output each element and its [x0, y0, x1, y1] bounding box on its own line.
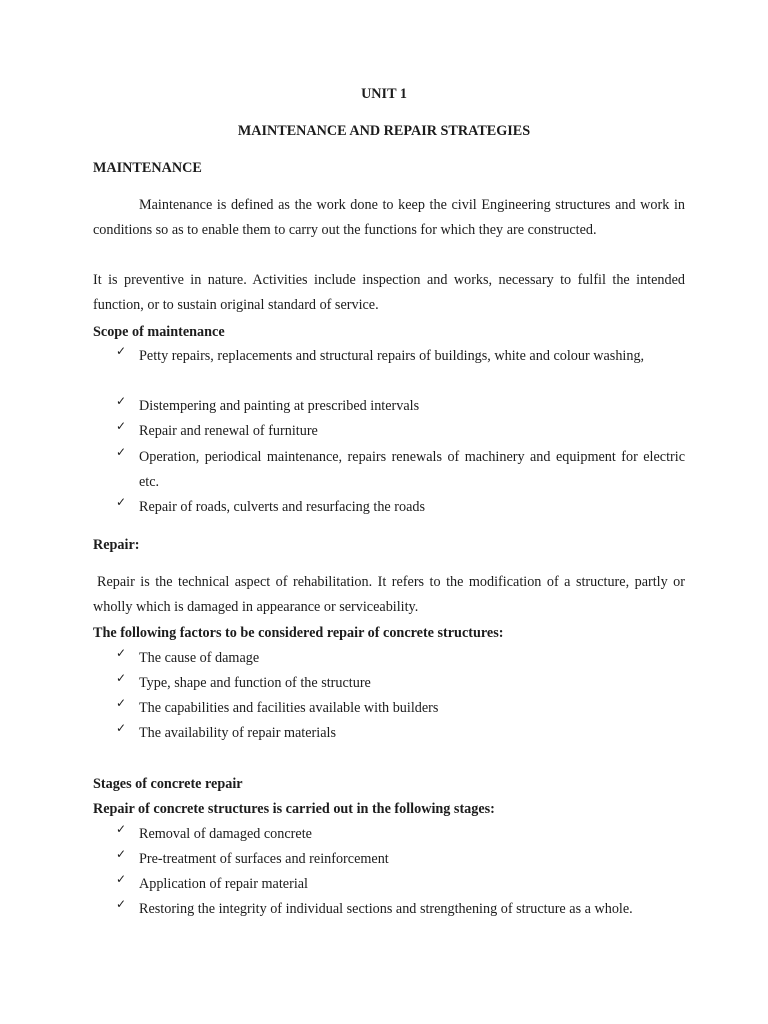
chapter-title: MAINTENANCE AND REPAIR STRATEGIES	[237, 123, 531, 139]
maintenance-definition-paragraph: Maintenance is defined as the work done to keep the civil Engineering structures and work in conditions so as to enable them to carry out the functions for which they are constructed.	[93, 197, 685, 239]
maintenance-heading: MAINTENANCE	[93, 160, 202, 176]
check-mark-icon: ✓	[116, 671, 127, 685]
check-mark-icon: ✓	[116, 721, 127, 735]
check-mark-icon: ✓	[116, 646, 127, 660]
check-mark-icon: ✓	[116, 872, 127, 886]
stages-subheading: Repair of concrete structures is carried out in the following stages:	[93, 801, 495, 817]
check-mark-icon: ✓	[116, 822, 127, 836]
check-mark-icon: ✓	[116, 344, 127, 358]
repair-factors-heading: The following factors to be considered repair of concrete structures:	[93, 625, 504, 641]
stages-heading: Stages of concrete repair	[93, 776, 243, 792]
document-page: UNIT 1 MAINTENANCE AND REPAIR STRATEGIES MAINTENANCE Maintenance is defined as the work done to keep the civil Engineering structures and work in conditions so as to enable them to carry out the functions for which they are constructed. It is preventive in nature. Activities include inspection and works, necessary to fulfil the intended function, or to sustain original standard of service. Scope of maintenance ✓ Petty repairs, replacements and structural repairs of buildings, white and colour washing, ✓ Distempering and painting at prescribed intervals ✓ Repair and renewal of furniture ✓ Operation, periodical maintenance, repairs renewals of machinery and equipment for electric etc. ✓ Repair of roads, culverts and resurfacing the roads Repair: Repair is the technical aspect of rehabilitation. It refers to the modification of a structure, partly or wholly which is damaged in appearance or serviceability. The following factors to be considered repair of concrete structures: ✓ The cause of damage ✓ Type, shape and function of the structure ✓ The capabilities and facilities available with builders ✓ The availability of repair materials Stages of concrete repair Repair of concrete structures is carried out in the following stages: ✓ Removal of damaged concrete ✓ Pre-treatment of surfaces and reinforcement ✓ Application of repair material ✓ Restoring the integrity of individual sections and strengthening of structure as a whole.	[0, 0, 768, 1024]
scope-heading: Scope of maintenance	[93, 324, 225, 340]
check-mark-icon: ✓	[116, 897, 127, 911]
unit-title: UNIT 1	[361, 86, 407, 102]
check-mark-icon: ✓	[116, 445, 127, 459]
repair-heading: Repair:	[93, 537, 140, 553]
check-mark-icon: ✓	[116, 847, 127, 861]
check-mark-icon: ✓	[116, 696, 127, 710]
repair-definition-paragraph: Repair is the technical aspect of rehabilitation. It refers to the modification of a structure, partly or wholly which is damaged in appearance or serviceability.	[93, 574, 685, 616]
check-mark-icon: ✓	[116, 394, 127, 408]
maintenance-nature-paragraph: It is preventive in nature. Activities include inspection and works, necessary to fulfil the intended function, or to sustain original standard of service.	[93, 272, 685, 314]
check-mark-icon: ✓	[116, 419, 127, 433]
check-mark-icon: ✓	[116, 495, 127, 509]
